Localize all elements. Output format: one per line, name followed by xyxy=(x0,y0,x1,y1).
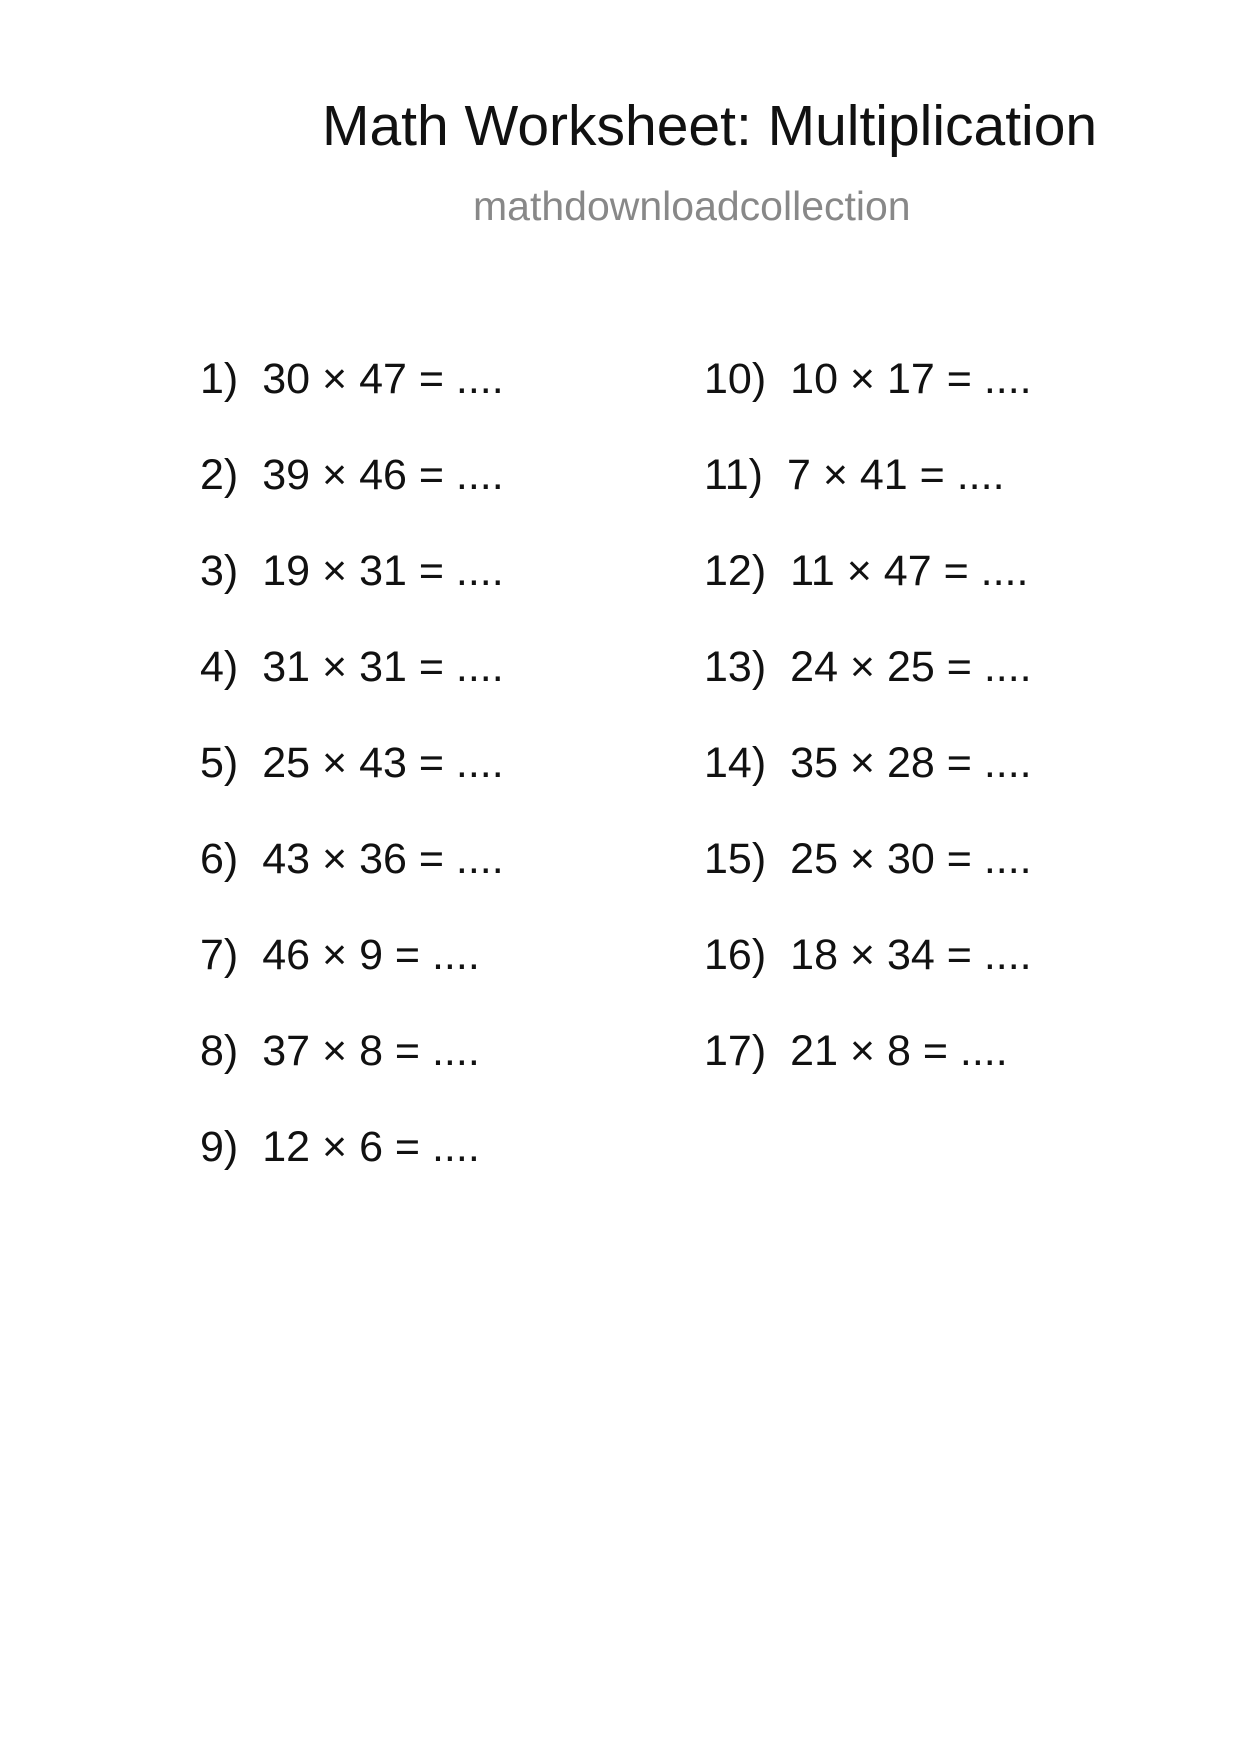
problems-right-column xyxy=(704,354,1184,1122)
problems-left-column xyxy=(200,354,680,1218)
problem-expression: 46 × 9 = .... xyxy=(262,931,480,979)
problem-number: 1) xyxy=(200,355,239,403)
source-subtitle: mathdownloadcollection xyxy=(473,183,911,229)
problem-expression: 10 × 17 = .... xyxy=(790,355,1032,403)
problem-expression: 35 × 28 = .... xyxy=(790,739,1032,787)
problem-item xyxy=(200,1026,680,1122)
problem-item xyxy=(200,354,680,450)
problem-number: 5) xyxy=(200,739,239,787)
problem-item xyxy=(704,546,1184,642)
problem-number: 9) xyxy=(200,1123,239,1171)
problem-expression: 30 × 47 = .... xyxy=(262,355,504,403)
problem-expression: 24 × 25 = .... xyxy=(790,643,1032,691)
problem-number: 14) xyxy=(704,739,767,787)
problem-number: 13) xyxy=(704,643,767,691)
problem-number: 3) xyxy=(200,547,239,595)
problem-item xyxy=(200,738,680,834)
problem-expression: 7 × 41 = .... xyxy=(786,451,1005,499)
problem-number: 11) xyxy=(704,451,763,499)
problem-number: 2) xyxy=(200,451,239,499)
problem-expression: 19 × 31 = .... xyxy=(262,547,504,595)
problem-number: 17) xyxy=(704,1027,767,1075)
problem-number: 4) xyxy=(200,643,239,691)
problem-expression: 25 × 43 = .... xyxy=(262,739,504,787)
problem-number: 7) xyxy=(200,931,239,979)
problem-expression: 12 × 6 = .... xyxy=(262,1123,480,1171)
problem-item xyxy=(200,546,680,642)
problem-expression: 21 × 8 = .... xyxy=(790,1027,1008,1075)
problem-number: 8) xyxy=(200,1027,239,1075)
problem-number: 12) xyxy=(704,547,767,595)
problem-item xyxy=(704,1026,1184,1122)
problem-number: 15) xyxy=(704,835,767,883)
problem-item xyxy=(704,834,1184,930)
problem-item xyxy=(200,1122,680,1218)
problem-item xyxy=(704,354,1184,450)
problem-item xyxy=(200,642,680,738)
problem-item xyxy=(200,930,680,1026)
problem-number: 16) xyxy=(704,931,767,979)
page-title: Math Worksheet: Multiplication xyxy=(322,94,1098,158)
problem-expression: 31 × 31 = .... xyxy=(262,643,504,691)
problem-item xyxy=(704,930,1184,1026)
problem-number: 6) xyxy=(200,835,239,883)
problem-expression: 39 × 46 = .... xyxy=(262,451,504,499)
problem-item xyxy=(200,450,680,546)
problem-expression: 25 × 30 = .... xyxy=(790,835,1032,883)
problem-item xyxy=(704,738,1184,834)
problem-item xyxy=(200,834,680,930)
problem-expression: 43 × 36 = .... xyxy=(262,835,504,883)
problem-number: 10) xyxy=(704,355,767,403)
problem-expression: 37 × 8 = .... xyxy=(262,1027,480,1075)
problem-expression: 11 × 47 = .... xyxy=(790,547,1029,595)
problem-expression: 18 × 34 = .... xyxy=(790,931,1032,979)
problem-item xyxy=(704,450,1184,546)
problem-item xyxy=(704,642,1184,738)
